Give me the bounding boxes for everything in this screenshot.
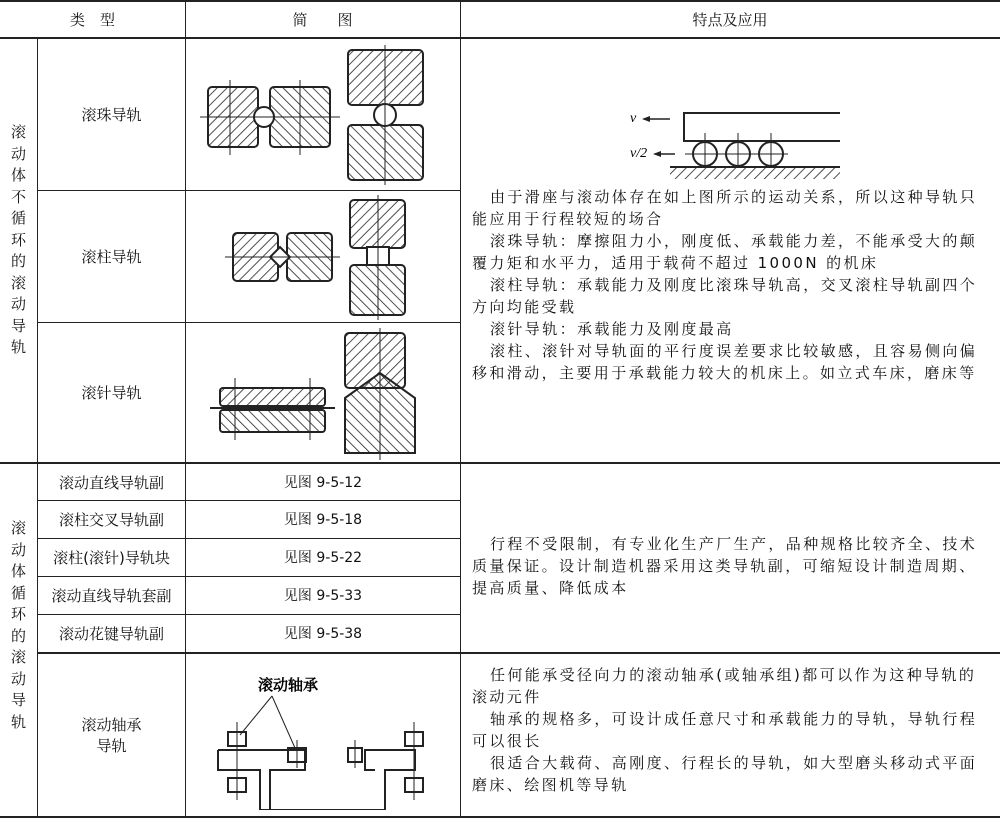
label-char: 动 — [10, 540, 26, 559]
features-paragraph: 由于滑座与滚动体存在如上图所示的运动关系，所以这种导轨只能应用于行程较短的场合 — [472, 188, 978, 228]
label-char: 导 — [10, 691, 26, 709]
label-char: 滚 — [10, 648, 26, 666]
type-needle-guide: 滚针导轨 — [81, 384, 142, 402]
label-char: 环 — [10, 605, 26, 623]
needle-guide-diagram — [205, 328, 440, 460]
figure-reference: 见图 9-5-38 — [283, 626, 363, 642]
features-paragraph: 滚珠导轨：摩擦阻力小，刚度低、承载能力差，不能承受大的颠覆力矩和水平力，适用于载荷不超过 1000N 的机床 — [472, 232, 978, 272]
velocity-v-label: v — [630, 111, 637, 126]
features-paragraph: 行程不受限制，有专业化生产厂生产，品种规格比较齐全、技术质量保证。设计制造机器采用这类导轨副，可缩短设计制造周期、提高质量、降低成本 — [472, 535, 978, 597]
figure-reference: 见图 9-5-12 — [283, 475, 363, 491]
ball-guide-diagram — [200, 45, 440, 185]
label-char: 滚 — [10, 123, 26, 141]
group-label-non-recirculating — [0, 122, 37, 359]
label-char: 不 — [10, 187, 26, 206]
label-char: 体 — [10, 562, 26, 580]
label-char: 滚 — [10, 273, 26, 292]
bearing-features-text — [472, 664, 987, 796]
velocity-half-label: v/2 — [630, 146, 648, 161]
bearing-guide-diagram — [200, 660, 450, 810]
header-features: 特点及应用 — [692, 11, 768, 29]
label-char: 循 — [10, 583, 26, 602]
type-bearing-guide — [38, 654, 185, 816]
guide-type: 滚动直线导轨套副 — [51, 586, 172, 605]
header-diagram: 简 图 — [292, 11, 353, 29]
label-char: 动 — [10, 144, 26, 163]
label-char: 循 — [10, 209, 26, 227]
rolling-kinematics-figure — [610, 95, 850, 180]
figure-reference: 见图 9-5-22 — [283, 550, 363, 566]
label-char: 的 — [10, 626, 26, 645]
type-line: 滚动轴承 — [81, 716, 142, 734]
group1-features-text — [472, 186, 987, 384]
label-char: 导 — [10, 316, 26, 335]
rule — [185, 0, 186, 818]
features-paragraph: 轴承的规格多，可设计成任意尺寸和承载能力的导轨，导轨行程可以很长 — [472, 710, 978, 750]
label-char: 的 — [10, 252, 26, 270]
bearing-callout-label: 滚动轴承 — [258, 676, 319, 694]
header-type: 类 型 — [69, 11, 115, 29]
figure-reference: 见图 9-5-18 — [283, 512, 363, 528]
features-paragraph: 很适合大载荷、高刚度、行程长的导轨，如大型磨头移动式平面磨床、绘图机等导轨 — [472, 754, 978, 794]
group-label-recirculating — [0, 518, 37, 733]
type-ball-guide: 滚珠导轨 — [81, 106, 142, 124]
label-char: 轨 — [10, 338, 26, 356]
guide-type: 滚动花键导轨副 — [58, 624, 164, 643]
figure-reference: 见图 9-5-33 — [283, 588, 363, 604]
label-char: 滚 — [10, 519, 26, 537]
label-char: 动 — [10, 295, 26, 313]
features-paragraph: 滚针导轨：承载能力及刚度最高 — [490, 320, 734, 338]
label-char: 动 — [10, 669, 26, 688]
label-char: 体 — [10, 166, 26, 184]
guide-type: 滚动直线导轨副 — [58, 473, 164, 492]
features-paragraph: 任何能承受径向力的滚动轴承(或轴承组)都可以作为这种导轨的滚动元件 — [472, 666, 977, 706]
rule — [460, 0, 461, 818]
features-paragraph: 滚柱导轨：承载能力及刚度比滚珠导轨高，交叉滚柱导轨副四个方向均能受载 — [472, 276, 978, 316]
guide-type: 滚柱(滚针)导轨块 — [53, 548, 170, 567]
label-char: 环 — [10, 230, 26, 249]
label-char: 轨 — [10, 712, 26, 731]
roller-guide-diagram — [225, 195, 440, 320]
type-roller-guide: 滚柱导轨 — [81, 248, 142, 266]
group2-features-text — [472, 533, 987, 599]
guide-type: 滚柱交叉导轨副 — [58, 510, 164, 529]
type-line: 导轨 — [96, 737, 127, 755]
features-paragraph: 滚柱、滚针对导轨面的平行度误差要求比较敏感，且容易侧向偏移和滑动，主要用于承载能力较大的机床上。如立式车床，磨床等 — [472, 342, 978, 382]
